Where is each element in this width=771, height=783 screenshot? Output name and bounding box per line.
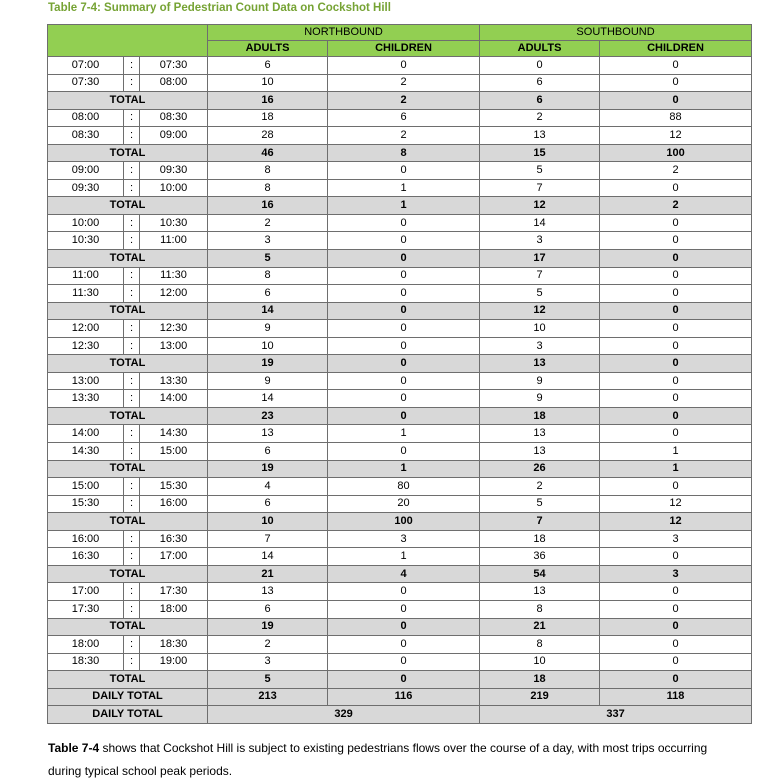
time-start: 11:30 xyxy=(48,285,124,303)
total-southbound-adults: 7 xyxy=(480,513,600,531)
header-blank-cell xyxy=(48,25,208,57)
total-southbound-adults: 12 xyxy=(480,197,600,215)
time-end: 19:00 xyxy=(140,653,208,671)
time-separator: : xyxy=(124,495,140,513)
daily-total-label: DAILY TOTAL xyxy=(48,706,208,724)
total-northbound-children: 0 xyxy=(328,355,480,373)
total-row xyxy=(48,513,752,531)
northbound-children: 1 xyxy=(328,179,480,197)
time-separator: : xyxy=(124,583,140,601)
southbound-adults: 13 xyxy=(480,443,600,461)
total-southbound-adults: 18 xyxy=(480,407,600,425)
time-end: 08:00 xyxy=(140,74,208,92)
time-end: 11:00 xyxy=(140,232,208,250)
northbound-children: 0 xyxy=(328,214,480,232)
total-southbound-children: 0 xyxy=(600,92,752,110)
total-southbound-adults: 21 xyxy=(480,618,600,636)
table-row xyxy=(48,285,752,303)
table-row xyxy=(48,127,752,145)
southbound-adults: 10 xyxy=(480,653,600,671)
time-start: 12:00 xyxy=(48,320,124,338)
northbound-children: 6 xyxy=(328,109,480,127)
time-end: 14:30 xyxy=(140,425,208,443)
total-label: TOTAL xyxy=(48,197,208,215)
total-northbound-children: 2 xyxy=(328,92,480,110)
time-end: 17:30 xyxy=(140,583,208,601)
table-row xyxy=(48,530,752,548)
total-northbound-adults: 5 xyxy=(208,250,328,268)
total-label: TOTAL xyxy=(48,92,208,110)
southbound-adults: 13 xyxy=(480,425,600,443)
total-northbound-adults: 5 xyxy=(208,671,328,689)
time-separator: : xyxy=(124,390,140,408)
northbound-adults: 3 xyxy=(208,232,328,250)
time-separator: : xyxy=(124,600,140,618)
northbound-adults: 9 xyxy=(208,320,328,338)
time-separator: : xyxy=(124,179,140,197)
southbound-children: 3 xyxy=(600,530,752,548)
time-separator: : xyxy=(124,653,140,671)
southbound-children: 0 xyxy=(600,214,752,232)
northbound-adults: 2 xyxy=(208,214,328,232)
total-southbound-adults: 54 xyxy=(480,565,600,583)
table-row xyxy=(48,478,752,496)
northbound-adults: 10 xyxy=(208,337,328,355)
table-row xyxy=(48,443,752,461)
header-sb-adults: ADULTS xyxy=(480,41,600,57)
daily-total-northbound-combined: 329 xyxy=(208,706,480,724)
time-start: 18:30 xyxy=(48,653,124,671)
southbound-children: 0 xyxy=(600,232,752,250)
time-separator: : xyxy=(124,214,140,232)
southbound-children: 0 xyxy=(600,57,752,75)
header-nb-adults: ADULTS xyxy=(208,41,328,57)
time-separator: : xyxy=(124,548,140,566)
time-end: 12:00 xyxy=(140,285,208,303)
time-separator: : xyxy=(124,530,140,548)
northbound-adults: 7 xyxy=(208,530,328,548)
time-end: 16:30 xyxy=(140,530,208,548)
total-northbound-children: 1 xyxy=(328,460,480,478)
southbound-children: 0 xyxy=(600,267,752,285)
northbound-children: 0 xyxy=(328,267,480,285)
southbound-children: 0 xyxy=(600,285,752,303)
southbound-adults: 10 xyxy=(480,320,600,338)
northbound-adults: 6 xyxy=(208,600,328,618)
daily-total-southbound-children: 118 xyxy=(600,688,752,706)
time-start: 07:30 xyxy=(48,74,124,92)
total-northbound-adults: 23 xyxy=(208,407,328,425)
time-separator: : xyxy=(124,109,140,127)
southbound-adults: 5 xyxy=(480,285,600,303)
time-start: 10:00 xyxy=(48,214,124,232)
northbound-adults: 3 xyxy=(208,653,328,671)
time-start: 16:00 xyxy=(48,530,124,548)
daily-total-northbound-adults: 213 xyxy=(208,688,328,706)
table-row xyxy=(48,57,752,75)
northbound-children: 0 xyxy=(328,636,480,654)
total-northbound-children: 0 xyxy=(328,618,480,636)
time-start: 17:30 xyxy=(48,600,124,618)
total-northbound-children: 0 xyxy=(328,250,480,268)
southbound-adults: 9 xyxy=(480,390,600,408)
time-start: 10:30 xyxy=(48,232,124,250)
total-row xyxy=(48,92,752,110)
total-northbound-adults: 16 xyxy=(208,92,328,110)
northbound-children: 0 xyxy=(328,653,480,671)
total-label: TOTAL xyxy=(48,144,208,162)
time-end: 18:30 xyxy=(140,636,208,654)
time-start: 14:00 xyxy=(48,425,124,443)
time-separator: : xyxy=(124,443,140,461)
time-end: 16:00 xyxy=(140,495,208,513)
southbound-adults: 9 xyxy=(480,372,600,390)
time-end: 11:30 xyxy=(140,267,208,285)
northbound-children: 1 xyxy=(328,548,480,566)
northbound-children: 0 xyxy=(328,57,480,75)
time-start: 15:30 xyxy=(48,495,124,513)
table-row xyxy=(48,653,752,671)
total-label: TOTAL xyxy=(48,407,208,425)
northbound-children: 0 xyxy=(328,390,480,408)
time-end: 09:30 xyxy=(140,162,208,180)
northbound-adults: 10 xyxy=(208,74,328,92)
northbound-children: 0 xyxy=(328,232,480,250)
southbound-children: 0 xyxy=(600,390,752,408)
northbound-children: 0 xyxy=(328,443,480,461)
southbound-adults: 5 xyxy=(480,495,600,513)
time-end: 07:30 xyxy=(140,57,208,75)
southbound-children: 0 xyxy=(600,337,752,355)
header-southbound: SOUTHBOUND xyxy=(480,25,752,41)
time-separator: : xyxy=(124,320,140,338)
time-start: 14:30 xyxy=(48,443,124,461)
table-row xyxy=(48,495,752,513)
southbound-children: 12 xyxy=(600,127,752,145)
northbound-children: 1 xyxy=(328,425,480,443)
total-southbound-adults: 26 xyxy=(480,460,600,478)
total-northbound-children: 4 xyxy=(328,565,480,583)
time-end: 13:00 xyxy=(140,337,208,355)
total-row xyxy=(48,565,752,583)
pedestrian-count-table xyxy=(47,24,752,724)
time-separator: : xyxy=(124,267,140,285)
total-southbound-children: 1 xyxy=(600,460,752,478)
southbound-children: 12 xyxy=(600,495,752,513)
time-start: 18:00 xyxy=(48,636,124,654)
total-southbound-children: 0 xyxy=(600,302,752,320)
daily-total-northbound-children: 116 xyxy=(328,688,480,706)
southbound-adults: 6 xyxy=(480,74,600,92)
table-row xyxy=(48,74,752,92)
time-start: 15:00 xyxy=(48,478,124,496)
time-end: 10:00 xyxy=(140,179,208,197)
northbound-children: 0 xyxy=(328,600,480,618)
time-separator: : xyxy=(124,127,140,145)
time-start: 08:00 xyxy=(48,109,124,127)
southbound-adults: 13 xyxy=(480,127,600,145)
southbound-children: 0 xyxy=(600,478,752,496)
total-label: TOTAL xyxy=(48,460,208,478)
southbound-children: 0 xyxy=(600,583,752,601)
northbound-children: 80 xyxy=(328,478,480,496)
southbound-adults: 8 xyxy=(480,600,600,618)
table-row xyxy=(48,320,752,338)
northbound-adults: 2 xyxy=(208,636,328,654)
southbound-adults: 3 xyxy=(480,232,600,250)
southbound-children: 0 xyxy=(600,320,752,338)
northbound-children: 0 xyxy=(328,337,480,355)
total-northbound-children: 100 xyxy=(328,513,480,531)
paragraph-table-ref: Table 7-4 xyxy=(48,741,100,755)
southbound-children: 0 xyxy=(600,179,752,197)
northbound-adults: 14 xyxy=(208,390,328,408)
northbound-adults: 9 xyxy=(208,372,328,390)
northbound-children: 2 xyxy=(328,127,480,145)
northbound-adults: 14 xyxy=(208,548,328,566)
time-start: 09:00 xyxy=(48,162,124,180)
northbound-children: 0 xyxy=(328,320,480,338)
southbound-children: 0 xyxy=(600,548,752,566)
total-southbound-adults: 13 xyxy=(480,355,600,373)
total-southbound-children: 0 xyxy=(600,407,752,425)
total-southbound-children: 0 xyxy=(600,250,752,268)
total-southbound-children: 2 xyxy=(600,197,752,215)
northbound-adults: 4 xyxy=(208,478,328,496)
total-southbound-children: 3 xyxy=(600,565,752,583)
paragraph-text: shows that Cockshot Hill is subject to existing pedestrians flows over the course of a day, with most trips occurring during typical school peak periods. xyxy=(48,741,708,778)
total-northbound-children: 0 xyxy=(328,407,480,425)
total-northbound-adults: 19 xyxy=(208,460,328,478)
total-northbound-adults: 16 xyxy=(208,197,328,215)
time-separator: : xyxy=(124,425,140,443)
time-separator: : xyxy=(124,57,140,75)
table-row xyxy=(48,179,752,197)
total-northbound-children: 1 xyxy=(328,197,480,215)
southbound-children: 0 xyxy=(600,636,752,654)
total-southbound-adults: 12 xyxy=(480,302,600,320)
northbound-adults: 13 xyxy=(208,425,328,443)
time-start: 08:30 xyxy=(48,127,124,145)
northbound-adults: 18 xyxy=(208,109,328,127)
daily-total-southbound-combined: 337 xyxy=(480,706,752,724)
total-row xyxy=(48,460,752,478)
northbound-children: 0 xyxy=(328,285,480,303)
table-row xyxy=(48,600,752,618)
time-separator: : xyxy=(124,337,140,355)
total-row xyxy=(48,144,752,162)
northbound-adults: 6 xyxy=(208,57,328,75)
time-start: 17:00 xyxy=(48,583,124,601)
time-start: 11:00 xyxy=(48,267,124,285)
total-northbound-adults: 46 xyxy=(208,144,328,162)
northbound-children: 20 xyxy=(328,495,480,513)
total-northbound-children: 0 xyxy=(328,671,480,689)
southbound-children: 0 xyxy=(600,74,752,92)
time-end: 17:00 xyxy=(140,548,208,566)
time-end: 18:00 xyxy=(140,600,208,618)
southbound-adults: 13 xyxy=(480,583,600,601)
total-row xyxy=(48,355,752,373)
northbound-adults: 13 xyxy=(208,583,328,601)
southbound-adults: 7 xyxy=(480,267,600,285)
table-row xyxy=(48,109,752,127)
northbound-adults: 6 xyxy=(208,495,328,513)
daily-total-southbound-adults: 219 xyxy=(480,688,600,706)
southbound-children: 0 xyxy=(600,653,752,671)
northbound-adults: 6 xyxy=(208,285,328,303)
total-label: TOTAL xyxy=(48,355,208,373)
table-row xyxy=(48,267,752,285)
time-end: 15:30 xyxy=(140,478,208,496)
northbound-adults: 8 xyxy=(208,179,328,197)
northbound-adults: 6 xyxy=(208,443,328,461)
table-row xyxy=(48,162,752,180)
time-end: 13:30 xyxy=(140,372,208,390)
northbound-children: 2 xyxy=(328,74,480,92)
time-end: 12:30 xyxy=(140,320,208,338)
time-end: 09:00 xyxy=(140,127,208,145)
total-southbound-children: 0 xyxy=(600,355,752,373)
total-southbound-children: 12 xyxy=(600,513,752,531)
total-southbound-adults: 15 xyxy=(480,144,600,162)
total-row xyxy=(48,671,752,689)
table-row xyxy=(48,232,752,250)
table-row xyxy=(48,425,752,443)
table-row xyxy=(48,390,752,408)
southbound-adults: 0 xyxy=(480,57,600,75)
total-northbound-adults: 21 xyxy=(208,565,328,583)
northbound-adults: 8 xyxy=(208,267,328,285)
total-northbound-children: 0 xyxy=(328,302,480,320)
time-end: 15:00 xyxy=(140,443,208,461)
time-separator: : xyxy=(124,285,140,303)
total-label: TOTAL xyxy=(48,565,208,583)
time-start: 09:30 xyxy=(48,179,124,197)
daily-total-row xyxy=(48,688,752,706)
time-separator: : xyxy=(124,74,140,92)
time-separator: : xyxy=(124,372,140,390)
description-paragraph xyxy=(48,737,738,783)
total-northbound-adults: 14 xyxy=(208,302,328,320)
table-row xyxy=(48,636,752,654)
header-nb-children: CHILDREN xyxy=(328,41,480,57)
total-label: TOTAL xyxy=(48,250,208,268)
southbound-adults: 5 xyxy=(480,162,600,180)
time-end: 10:30 xyxy=(140,214,208,232)
total-southbound-adults: 6 xyxy=(480,92,600,110)
southbound-children: 0 xyxy=(600,372,752,390)
total-row xyxy=(48,407,752,425)
header-northbound: NORTHBOUND xyxy=(208,25,480,41)
table-row xyxy=(48,548,752,566)
time-start: 13:30 xyxy=(48,390,124,408)
northbound-children: 0 xyxy=(328,372,480,390)
time-end: 14:00 xyxy=(140,390,208,408)
table-row xyxy=(48,337,752,355)
total-label: TOTAL xyxy=(48,618,208,636)
northbound-adults: 28 xyxy=(208,127,328,145)
time-separator: : xyxy=(124,478,140,496)
time-start: 16:30 xyxy=(48,548,124,566)
southbound-adults: 2 xyxy=(480,109,600,127)
southbound-children: 0 xyxy=(600,600,752,618)
northbound-children: 0 xyxy=(328,583,480,601)
time-separator: : xyxy=(124,636,140,654)
southbound-adults: 18 xyxy=(480,530,600,548)
total-northbound-adults: 19 xyxy=(208,355,328,373)
header-sb-children: CHILDREN xyxy=(600,41,752,57)
time-end: 08:30 xyxy=(140,109,208,127)
time-separator: : xyxy=(124,162,140,180)
daily-total-label: DAILY TOTAL xyxy=(48,688,208,706)
total-southbound-adults: 17 xyxy=(480,250,600,268)
total-northbound-children: 8 xyxy=(328,144,480,162)
table-row xyxy=(48,583,752,601)
northbound-children: 3 xyxy=(328,530,480,548)
southbound-adults: 14 xyxy=(480,214,600,232)
southbound-adults: 7 xyxy=(480,179,600,197)
table-row xyxy=(48,372,752,390)
total-southbound-adults: 18 xyxy=(480,671,600,689)
daily-total-combined-row xyxy=(48,706,752,724)
table-row xyxy=(48,214,752,232)
total-label: TOTAL xyxy=(48,671,208,689)
northbound-adults: 8 xyxy=(208,162,328,180)
total-northbound-adults: 19 xyxy=(208,618,328,636)
total-label: TOTAL xyxy=(48,513,208,531)
southbound-children: 88 xyxy=(600,109,752,127)
total-row xyxy=(48,618,752,636)
southbound-children: 0 xyxy=(600,425,752,443)
total-southbound-children: 0 xyxy=(600,618,752,636)
total-row xyxy=(48,250,752,268)
southbound-children: 2 xyxy=(600,162,752,180)
total-label: TOTAL xyxy=(48,302,208,320)
total-northbound-adults: 10 xyxy=(208,513,328,531)
northbound-children: 0 xyxy=(328,162,480,180)
table-caption: Table 7-4: Summary of Pedestrian Count Data on Cockshot Hill xyxy=(48,2,391,14)
southbound-adults: 36 xyxy=(480,548,600,566)
total-southbound-children: 100 xyxy=(600,144,752,162)
time-separator: : xyxy=(124,232,140,250)
time-start: 07:00 xyxy=(48,57,124,75)
time-start: 13:00 xyxy=(48,372,124,390)
southbound-adults: 8 xyxy=(480,636,600,654)
total-southbound-children: 0 xyxy=(600,671,752,689)
total-row xyxy=(48,197,752,215)
time-start: 12:30 xyxy=(48,337,124,355)
southbound-adults: 2 xyxy=(480,478,600,496)
total-row xyxy=(48,302,752,320)
southbound-adults: 3 xyxy=(480,337,600,355)
southbound-children: 1 xyxy=(600,443,752,461)
